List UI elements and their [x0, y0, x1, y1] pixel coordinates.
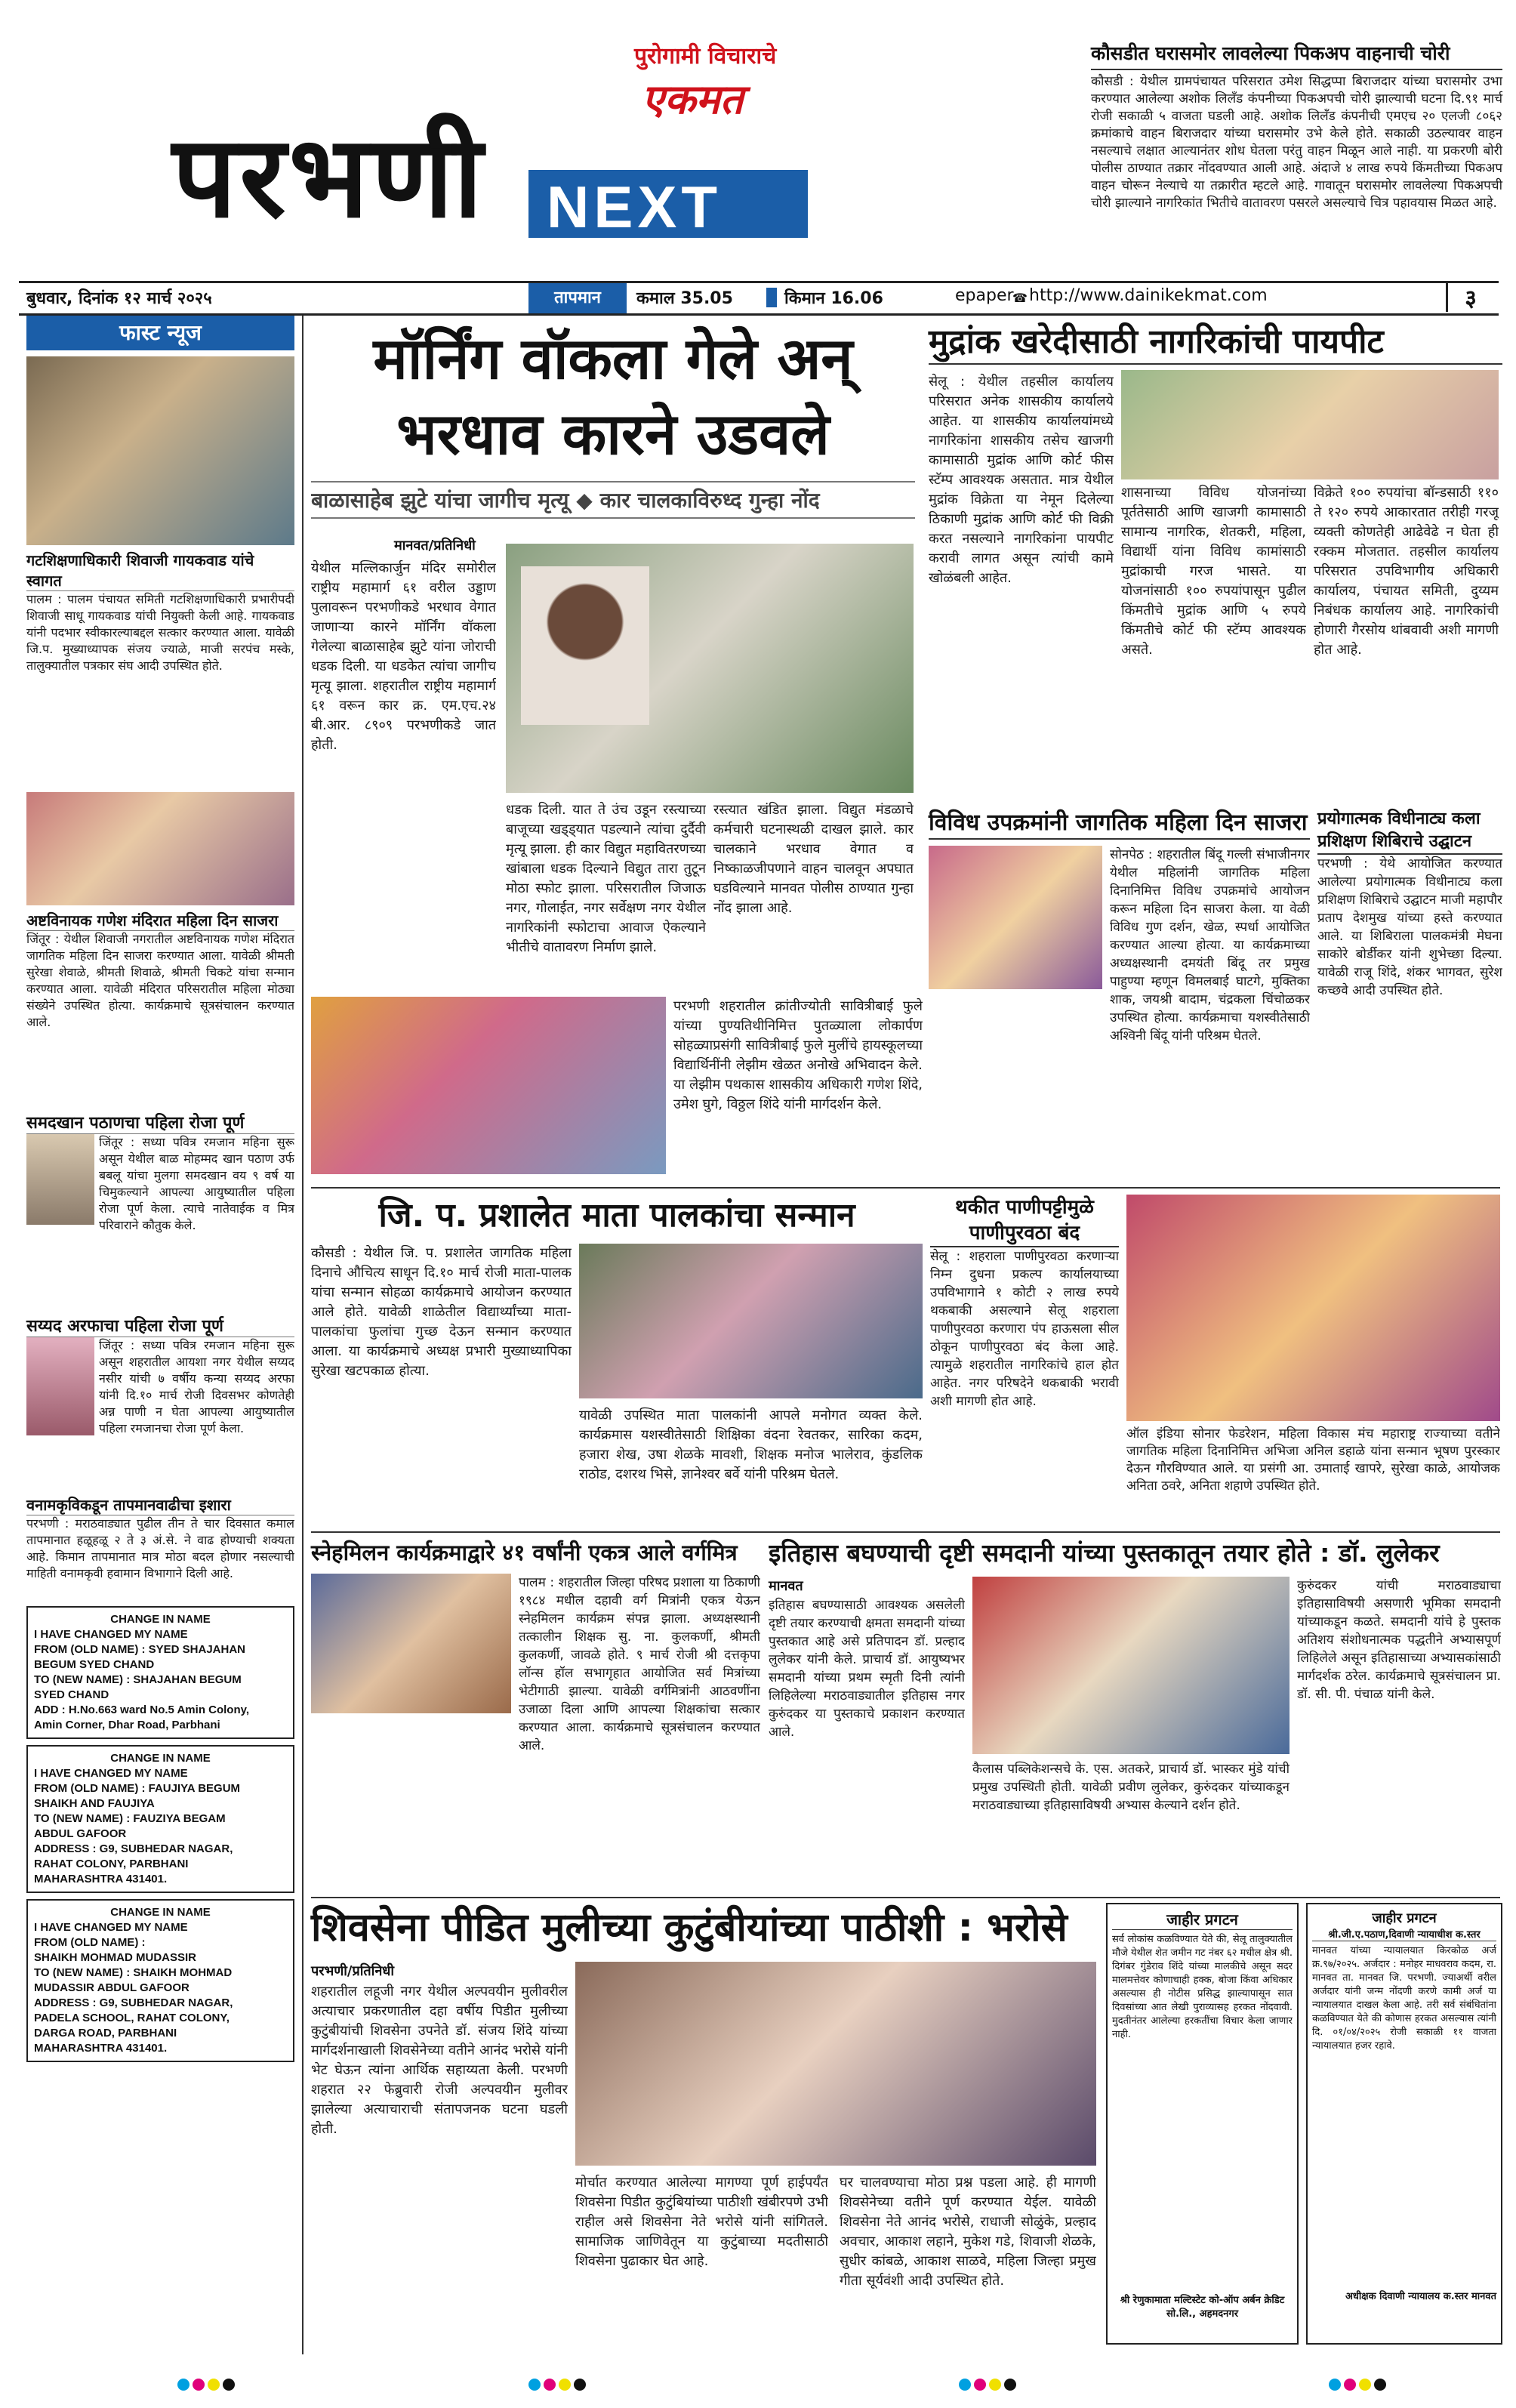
mudrank-col-2: शासनाच्या विविध योजनांच्या पूर्ततेसाठी आणि खाजगी कामासाठी सामान्य नागरिक, शेतकरी, महिला, विद्यार्थी यांना विविध कामांसाठी मुद्रांकाची गरज भासते. या योजनांसाठी १०० रुपयांपासून पुढील किंमतीचे मुद्रांक आणि ५ रुपये किंमतीचे कोर्ट फी स्टॅम्प आवश्यक असते.	[1121, 485, 1306, 658]
notice-2-body: मानवत यांच्या न्यायालयात किरकोळ अर्ज क्र.९७/२०२५. अर्जदार : मनोहर माधवराव कदम, रा. मानवत ता. मानवत जि. परभणी. ज्याअर्थी वरील अर्जदार यांनी जन्म नोंदणी करणे कामी अर्ज या न्यायालयात दाखल केला आहे. तरी सर्व संबंधितांना कळविण्यात येते की कोणास हरकत असल्यास त्यांनी दि. ०१/०४/२०२५ रोजी सकाळी ११ वाजता न्यायालयात हजर रहावे.	[1312, 1945, 1496, 2052]
shivsena-story	[311, 1903, 1096, 2348]
name-change-1-line: ADD : H.No.663 ward No.5 Amin Colony,	[34, 1703, 250, 1716]
name-change-1-line: SYED CHAND	[34, 1688, 109, 1701]
sidebar-item-4-body: जिंतूर : सध्या पवित्र रमजान महिना सुरू असून शहरातील आयशा नगर येथील सय्यद नसीर यांची ७ वर्षीय कन्या सय्यद अरफा यांनी दि.१० मार्च रोजी दिवसभर कोणतेही अन्न पाणी न घेता आपल्या आयुष्यातील पहिला रमजानचा रोजा पूर्ण केला.	[99, 1338, 294, 1435]
name-change-3-line: TO (NEW NAME) : SHAIKH MOHMAD	[34, 1966, 233, 1979]
name-change-2-line: ABDUL GAFOOR	[34, 1827, 127, 1840]
fast-news-header: फास्ट न्यूज	[26, 316, 294, 350]
name-change-1-title: CHANGE IN NAME	[110, 1613, 211, 1626]
sonar-federation-story	[1126, 1195, 1500, 1527]
masthead-name-latin: NEXT	[547, 174, 723, 240]
snehmilan-body: पालम : शहरातील जिल्हा परिषद प्रशाला या ठिकाणी १९८४ मधील दहावी वर्ग मित्रांनी एकत्र येऊन स्नेहमिलन कार्यक्रम संपन्न झाला. अध्यक्षस्थानी तत्कालीन शिक्षक सु. ना. कुलकर्णी, श्रीमती कुलकर्णी, जावळे होते. ९ मार्च रोजी श्री दत्तकृपा लॉन्स हॉल सभागृहात आयोजित सर्व मित्रांच्या भेटीगाठी झाल्या. यावेळी वर्गमित्रांनी आठवणींना उजाळा दिला आणि आपल्या शिक्षकांचा सत्कार करण्यात आला. कार्यक्रमाचे सूत्रसंचालन करण्यात आले.	[519, 1575, 760, 1753]
h-rule-3	[311, 1897, 1500, 1898]
itihas-col-1: इतिहास बघण्यासाठी आवश्यक असलेली दृष्टी तयार करण्याची क्षमता समदानी यांच्या पुस्तकात आहे असे प्रतिपादन डॉ. प्रल्हाद लुलेकर यांनी केले. प्राचार्य डॉ. आयुष्यभर समदानी यांच्या प्रथम स्मृती दिनी त्यांनी लिहिलेल्या मराठवाड्यातील इतिहास नगर कुरुंदकर या पुस्तकाचे प्रकाशन करण्यात आले.	[769, 1598, 965, 1740]
name-change-2-line: SHAIKH AND FAUJIYA	[34, 1797, 155, 1810]
mahila-din-photo	[929, 846, 1102, 989]
lead-col-3: रस्त्यात खंडित झाला. विद्युत मंडळाचे कर्मचारी घटनास्थळी दाखल झाले. कार चालकाने भरधाव वेगात व निष्काळजीपणाने वाहन चालवून अपघात घडविल्याने मानवत पोलीस ठाण्यात गुन्हा नोंद झाला आहे.	[713, 802, 914, 916]
cmyk-dot	[1344, 2379, 1356, 2391]
cmyk-dot	[974, 2379, 986, 2391]
masthead	[0, 0, 1072, 264]
temp-sep	[766, 288, 777, 307]
epaper-label: epaper	[955, 286, 1014, 305]
fast-news-sidebar	[26, 316, 294, 2354]
name-change-1-line: TO (NEW NAME) : SHAJAHAN BEGUM	[34, 1673, 242, 1686]
sidebar-item-1-body: पालम : पालम पंचायत समिती गटशिक्षणाधिकारी प्रभारीपदी शिवाजी साधू गायकवाड यांची नियुक्ती केली आहे. गायकवाड यांनी पदभार स्वीकारल्याबद्दल सत्कार करण्यात आला. यावेळी जि.प. मुख्याध्यापक संजय ज्याळे, माजी सरपंच मस्के, तालुक्यातील पत्रकार संघ आदी उपस्थित होते.	[26, 592, 294, 673]
cmyk-dot	[959, 2379, 971, 2391]
notice-1-title: जाहीर प्रगटन	[1112, 1909, 1293, 1930]
mahila-din-headline: विविध उपक्रमांनी जागतिक महिला दिन साजरा	[929, 808, 1310, 840]
name-change-2	[26, 1745, 294, 1893]
name-change-2-line: ADDRESS : G9, SUBHEDAR NAGAR,	[34, 1842, 233, 1855]
name-change-3-line: I HAVE CHANGED MY NAME	[34, 1921, 188, 1934]
sidebar-item-3-wrap	[26, 1134, 294, 1308]
masthead-brand: एकमत	[642, 75, 744, 123]
cmyk-dot	[177, 2379, 190, 2391]
notice-1-sign: श्री रेणुकामाता मल्टिस्टेट को-ऑप अर्बन क्रेडिट सो.लि., अहमदनगर	[1120, 2295, 1285, 2320]
masthead-name-latin-box	[528, 170, 808, 238]
masthead-name-devanagari: परभणी	[172, 112, 486, 243]
shivsena-col-3: घर चालवण्याचा मोठा प्रश्न पडला आहे. ही मागणी शिवसेनेच्या वतीने पूर्ण करण्यात येईल. यावेळी शिवसेना नेते आनंद भरोसे, राधाजी सोळुंके, प्रल्हाद अवचार, आकाश लहाने, मुकेश गडे, शिवाजी शेळके, सुधीर कांबळे, आकाश साळवे, महिला जिल्हा प्रमुख गीता सूर्यवंशी आदी उपस्थित होते.	[840, 2175, 1096, 2289]
lead-photo	[506, 544, 914, 793]
itihas-photo	[972, 1577, 1290, 1754]
name-change-2-line: FROM (OLD NAME) : FAUJIYA BEGUM	[34, 1782, 241, 1795]
cmyk-dot	[1374, 2379, 1386, 2391]
savitribai-body: परभणी शहरातील क्रांतीज्योती सावित्रीबाई फुले यांच्या पुण्यतिथीनिमित्त पुतळ्याला लोकार्पण सोहळ्याप्रसंगी सावित्रीबाई फुले मुलींचे हायस्कूलच्या विद्यार्थिनींनी लेझीम खेळत अनोखे अभिवादन केले. या लेझीम पथकास शासकीय अधिकारी गणेश शिंदे, उमेश घुगे, विठ्ठल शिंदे यांनी मार्गदर्शन केले.	[673, 998, 923, 1112]
name-change-2-line: RAHAT COLONY, PARBHANI	[34, 1858, 189, 1870]
name-change-2-line: I HAVE CHANGED MY NAME	[34, 1767, 188, 1780]
name-change-3-line: ADDRESS : G9, SUBHEDAR NAGAR,	[34, 1996, 233, 2009]
registration-marks-right	[959, 2379, 1019, 2394]
sidebar-item-3-photo	[26, 1134, 94, 1225]
lead-col-2: धडक दिली. यात ते उंच उडून रस्त्याच्या बाजूच्या खड्ड्यात पडल्याने त्यांचा दुर्दैवी मृत्यू झाला. ही कार विद्युत महावितरणच्या खांबाला धडक दिल्याने विद्युत तारा तुटून मोठा स्फोट झाला. परिसरातील जिजाऊ नगर, गोलाईत, नगर सर्वेक्षण नगर येथील नागरिकांनी स्फोटाचा आवाज ऐकल्याने भीतीचे वातावरण निर्माण झाले.	[506, 802, 706, 955]
public-notice-2	[1306, 1903, 1502, 2345]
name-change-1-line: FROM (OLD NAME) : SYED SHAJAHAN	[34, 1643, 245, 1656]
lead-byline: मानवत/प्रतिनिधी	[394, 538, 476, 553]
sonar-federation-photo	[1126, 1195, 1500, 1421]
cmyk-dot	[1329, 2379, 1341, 2391]
sidebar-item-2-photo	[26, 792, 294, 905]
name-change-2-title: CHANGE IN NAME	[110, 1752, 211, 1765]
sidebar-item-1-caption: गटशिक्षणाधिकारी शिवाजी गायकवाड यांचे स्वागत	[26, 550, 294, 591]
victim-portrait	[521, 566, 649, 725]
lead-col-1: येथील मल्लिकार्जुन मंदिर समोरील राष्ट्रीय महामार्ग ६१ वरील उड्डाण पुलावरून परभणीकडे भरधाव वेगात जाणाऱ्या कारने मॉर्निंग वॉकला गेलेल्या बाळासाहेब झुटे यांना जोराची धडक दिली. या धडकेत त्यांचा जागीच मृत्यू झाला. शहरातील राष्ट्रीय महामार्ग ६१ वरून कार क्र. एम.एच.२४ बी.आर. ८९०९ परभणीकडे जात होती.	[311, 560, 496, 753]
mudrank-story	[929, 321, 1502, 804]
itihas-headline: इतिहास बघण्याची दृष्टी समदानी यांच्या पुस्तकातून तयार होते : डॉ. लुलेकर	[769, 1538, 1440, 1568]
sidebar-item-3-body: जिंतूर : सध्या पवित्र रमजान महिना सुरू असून येथील बाळ मोहम्मद खान पठाण उर्फ बबलू यांचा मुलगा समदखान वय ९ वर्ष या चिमुकल्याने आपल्या आयुष्यातील पहिला रोजा पूर्ण केला. त्याचे नातेवाईक व मित्र परिवाराने कौतुक केले.	[99, 1135, 294, 1232]
paani-body: सेलू : शहराला पाणीपुरवठा करणाऱ्या निम्न दुधना प्रकल्प कार्यालयाच्या उपविभागाने १ कोटी २ लाख रुपये थकबाकी असल्याने सेलू शहराला पाणीपुरवठा करणारा पंप हाऊसला सील ठोकून पाणीपुरवठा बंद केला आहे. त्यामुळे शहरातील नागरिकांचे हाल होत आहेत. नगर परिषदेने थकबाकी भरावी अशी मागणी होत आहे.	[930, 1249, 1119, 1409]
jp-photo	[579, 1244, 923, 1398]
shivsena-col-2: मोर्चात करण्यात आलेल्या मागण्या पूर्ण हाईपर्यंत शिवसेना पिडीत कुटुंबियांच्या पाठीशी खंबीरपणे उभी राहील असे शिवसेना नेते भरोसे यांनी सांगितले. सामाजिक जाणिवेतून या कुटुंबाच्या मदतीसाठी शिवसेना पुढाकार घेत आहे.	[575, 2175, 828, 2269]
lead-headline-2: भरधाव कारने उडवले	[396, 400, 830, 467]
sidebar-item-4-wrap	[26, 1337, 294, 1488]
dateline-bar	[19, 281, 1499, 316]
notice-2-sub: श्री.जी.ए.पठाण,दिवाणी न्यायाधीश क.स्तर	[1312, 1927, 1496, 1941]
name-change-3-line: PADELA SCHOOL, RAHAT COLONY,	[34, 2012, 230, 2024]
jp-col-1: कौसडी : येथील जि. प. प्रशालेत जागतिक महिला दिनाचे औचित्य साधून दि.१० मार्च रोजी माता-पालक यांचा सन्मान सोहळा कार्यक्रमाचे आयोजन करण्यात आले होते. यावेळी शाळेतील विद्यार्थ्यांच्या माता-पालकांचा फुलांचा गुच्छ देऊन सन्मान करण्यात आला. या कार्यक्रमाचे अध्यक्ष प्रभारी मुख्याध्यापिका सुरेखा खटपकाळ होत्या.	[311, 1245, 572, 1379]
temp-label: तापमान	[528, 283, 627, 313]
shivsena-col-1: शहरातील लहूजी नगर येथील अल्पवयीन मुलीवरील अत्याचार प्रकरणातील दहा वर्षीय पिडीत मुलीच्या कुटुंबीयांची शिवसेना उपनेते डॉ. संजय शिंदे यांच्या मार्गदर्शनाखाली शिवसेनेच्या वतीने आनंद भरोसे यांनी भेट घेऊन त्यांना आर्थिक सहाय्यता केली. परभणी शहरात २२ फेब्रुवारी रोजी अल्पवयीन मुलीवर झालेल्या अत्याचाराची संतापजनक घटना घडली होती.	[311, 1984, 568, 2137]
sidebar-item-1-photo	[26, 356, 294, 545]
stamp-paper-photo	[1121, 370, 1499, 479]
sidebar-item-5-caption: वनामकृविकडून तापमानवाढीचा इशारा	[26, 1494, 294, 1515]
name-change-1-line: Amin Corner, Dhar Road, Parbhani	[34, 1719, 220, 1731]
jp-story	[311, 1195, 923, 1527]
cmyk-dot	[223, 2379, 235, 2391]
cmyk-dot	[193, 2379, 205, 2391]
sidebar-item-2-caption: अष्टविनायक गणेश मंदिरात महिला दिन साजरा	[26, 910, 294, 931]
top-right-story	[1091, 42, 1502, 264]
name-change-3-title: CHANGE IN NAME	[110, 1906, 211, 1919]
cmyk-dot	[574, 2379, 586, 2391]
mudrank-headline: मुद्रांक खरेदीसाठी नागरिकांची पायपीट	[929, 321, 1502, 365]
mahila-din-body: सोनपेठ : शहरातील बिंदू गल्ली संभाजीनगर येथील महिलांनी जागतिक महिला दिनानिमित्त विविध उपक्रमांचे आयोजन करून महिला दिन साजरा केला. या वेळी विविध गुण दर्शन, खेळ, स्पर्धा आयोजित करण्यात आल्या होत्या. या कार्यक्रमाच्या अध्यक्षस्थानी दमयंती बिंदू तर प्रमुख पाहुण्या म्हणून विमलबाई घाटगे, मुक्तिका शाक, जयश्री बादाम, चंद्रकला चिंचोळकर उपस्थित होत्या. कार्यक्रमाचा यशस्वीतेसाठी अश्विनी बिंदू यांनी परिश्रम घेतले.	[1110, 847, 1310, 1044]
notice-2-sign: अधीक्षक दिवाणी न्यायालय क.स्तर मानवत	[1345, 2291, 1496, 2302]
snehmilan-headline: स्नेहमिलन कार्यक्रमाद्वारे ४१ वर्षांनी एकत्र आले वर्गमित्र	[311, 1540, 738, 1565]
lead-story	[311, 321, 915, 993]
sidebar-item-4-caption: सय्यद अरफाचा पहिला रोजा पूर्ण	[26, 1314, 294, 1337]
prayogatmak-story	[1317, 808, 1502, 1197]
paani-headline-2: पाणीपुरवठा बंद	[930, 1220, 1119, 1247]
name-change-1-line: I HAVE CHANGED MY NAME	[34, 1628, 188, 1641]
cmyk-dot	[208, 2379, 220, 2391]
sidebar-item-3-caption: समदखान पठाणचा पहिला रोजा पूर्ण	[26, 1111, 294, 1134]
masthead-tagline: पुरोगामी विचाराचे	[634, 43, 777, 69]
date-text: बुधवार, दिनांक १२ मार्च २०२५	[26, 289, 212, 308]
name-change-2-line: TO (NEW NAME) : FAUZIYA BEGAM	[34, 1812, 226, 1825]
registration-marks-far-right	[1329, 2379, 1389, 2394]
cmyk-dot	[1004, 2379, 1016, 2391]
h-rule-2	[311, 1531, 1500, 1533]
cmyk-dot	[989, 2379, 1001, 2391]
snehmilan-story	[311, 1537, 760, 1892]
jp-col-2: यावेळी उपस्थित माता पालकांनी आपले मनोगत व्यक्त केले. कार्यक्रमास यशस्वीतेसाठी शिक्षिका वंदना रेवतकर, सारिका कदम, हजारा शेख, उषा शेळके मावशी, शिक्षक मनोज भालेराव, कुंडलिक राठोड, दशरथ भिसे, ज्ञानेश्वर बर्वे यांनी परिश्रम घेतले.	[579, 1407, 923, 1482]
shivsena-headline: शिवसेना पीडित मुलीच्या कुटुंबीयांच्या पाठीशी : भरोसे	[311, 1905, 1068, 1950]
snehmilan-photo	[311, 1574, 511, 1713]
sonar-federation-body: ऑल इंडिया सोनार फेडरेशन, महिला विकास मंच महाराष्ट्र राज्याच्या वतीने जागतिक महिला दिनानिमित्त अभिजा अनिल डहाळे यांना सन्मान भूषण पुरस्कार देऊन गौरविण्यात आले. या प्रसंगी आ. उमाताई खापरे, सुरेखा काळे, आयोजक अनिता ठवरे, अनिता शहाणे उपस्थित होते.	[1126, 1426, 1500, 1494]
top-story-title: कौसडीत घरासमोर लावलेल्या पिकअप वाहनाची चोरी	[1091, 42, 1502, 70]
itihas-col-3: कुरुंदकर यांची मराठवाड्याचा इतिहासाविषयी असणारी भूमिका समदानी यांच्याकडून कळते. समदानी यांचे हे पुस्तक अतिशय संशोधनात्मक पद्धतीने अभ्यासपूर्ण लिहिलेले असून इतिहासाच्या अभ्यासकांसाठी मार्गदर्शक ठरेल. कार्यक्रमाचे सूत्रसंचालन प्रा. डॉ. सी. पी. पंचाळ यांनी केले.	[1297, 1578, 1501, 1702]
sidebar-item-2-body: जिंतूर : येथील शिवाजी नगरातील अष्टविनायक गणेश मंदिरात जागतिक महिला दिन साजरा करण्यात आला. यावेळी श्रीमती सुरेखा शेवाळे, श्रीमती शिवाळे, श्रीमती चिकटे यांचा सन्मान करण्यात आला. यावेळी मंदिरात परिसरातील महिला मोठ्या संख्येने उपस्थित होत्या. कार्यक्रमाचे सूत्रसंचालन करण्यात आले.	[26, 932, 294, 1029]
h-rule-1	[311, 1187, 1500, 1189]
paani-story	[930, 1195, 1119, 1527]
prayogatmak-headline-2: प्रशिक्षण शिबिराचे उद्घाटन	[1317, 831, 1502, 855]
itihas-byline: मानवत	[769, 1578, 803, 1594]
name-change-3-line: DARGA ROAD, PARBHANI	[34, 2027, 177, 2040]
cmyk-dot	[559, 2379, 571, 2391]
name-change-1-line: BEGUM SYED CHAND	[34, 1658, 155, 1671]
phone-icon: ☎	[1012, 291, 1028, 305]
website-url[interactable]: http://www.dainikekmat.com	[1029, 286, 1268, 305]
prayogatmak-headline-1: प्रयोगात्मक विधीनाट्य कला	[1317, 809, 1481, 828]
mudrank-col-3: विक्रेते १०० रुपयांचा बॉन्डसाठी ११० ते १२० रुपये आकारतात तरीही गरजू व्यक्ती कोणतेही आढेवेढे न घेता ही रक्कम मोजतात. तहसील कार्यालय परिसरात उपविभागीय अधिकारी कार्यालय, पंचायत समिती, दुय्यम निबंधक कार्यालय आहे. नागरिकांची होणारी गैरसोय थांबवावी अशी मागणी होत आहे.	[1314, 485, 1499, 658]
name-change-1	[26, 1606, 294, 1739]
paani-headline-1: थकीत पाणीपट्टीमुळे	[955, 1196, 1094, 1219]
registration-marks-left	[177, 2379, 238, 2394]
sidebar-item-5-body: परभणी : मराठवाड्यात पुढील तीन ते चार दिवसात कमाल तापमानात हळूहळू २ ते ३ अं.से. ने वाढ होण्याची शक्यता आहे. किमान तापमानात मात्र मोठा बदल होणार नसल्याची माहिती वनामकृवी हवामान विभागाने दिली आहे.	[26, 1516, 294, 1580]
lezim-photo	[311, 997, 666, 1174]
notice-1-body: सर्व लोकांस कळविण्यात येते की, सेलू तालुक्यातील मौजे येथील शेत जमीन गट नंबर ६२ मधील क्षेत्र श्री. दिगंबर गुंडेराव शिंदे यांच्या मालकीचे असून सदर मालमत्तेवर कोणाचाही हक्क, बोजा किंवा अधिकार असल्यास ही नोटीस प्रसिद्ध झाल्यापासून सात दिवसांच्या आत लेखी पुराव्यासह हरकत नोंदवावी. मुदतीनंतर आलेल्या हरकतींचा विचार केला जाणार नाही.	[1112, 1934, 1293, 2040]
name-change-3-line: MUDASSIR ABDUL GAFOOR	[34, 1981, 190, 1994]
sidebar-item-4-photo	[26, 1337, 94, 1435]
registration-marks-center	[528, 2379, 589, 2394]
savitribai-story	[311, 997, 923, 1178]
cmyk-dot	[1359, 2379, 1371, 2391]
temp-max: कमाल 35.05	[636, 289, 733, 308]
itihas-col-2: कैलास पब्लिकेशन्सचे के. एस. अतकरे, प्राचार्य डॉ. भास्कर मुंडे यांची प्रमुख उपस्थिती होती. यावेळी प्रवीण लुलेकर, कुरुंदकर यांच्याकडून मराठवाड्याच्या इतिहासाविषयी अभ्यास केल्याने दर्शन होते.	[972, 1762, 1290, 1813]
name-change-2-line: MAHARASHTRA 431401.	[34, 1873, 168, 1885]
notice-2-title: जाहीर प्रगटन	[1372, 1910, 1437, 1926]
top-story-body: कौसडी : येथील ग्रामपंचायत परिसरात उमेश सिद्धप्पा बिराजदार यांच्या घरासमोर उभा करण्यात आलेल्या अशोक लिलँड कंपनीच्या पिकअपची चोरी झाल्याची घटना दि.९१ मार्च रोजी सकाळी ५ वाजता घडली आहे. अशोक लिलँड कंपनीची एमएच २० एलजी ८०६२ क्रमांकाचे वाहन बिराजदार यांच्या घरासमोर उभे केले होते. सकाळी उठल्यावर वाहन नसल्याचे लक्षात आल्यानंतर शोध घेतला परंतु वाहन मिळून आले नाही. या प्रकरणी बोरी पोलीस ठाण्यात तक्रार नोंदवण्यात आली आहे. अंदाजे ४ लाख रुपये किंमतीच्या पिकअप वाहन चोरून नेल्याचे या तक्रारीत म्हटले आहे. गावातून घरासमोर लावलेल्या पिकअपची चोरी झाल्याने नागरिकांत भितीचे वातावरण पसरले असल्याचे चित्र पहावयास मिळत आहे.	[1091, 74, 1502, 211]
jp-headline: जि. प. प्रशालेत माता पालकांचा सन्मान	[378, 1196, 855, 1235]
shivsena-byline: परभणी/प्रतिनिधी	[311, 1963, 395, 1979]
shivsena-photo	[575, 1962, 1096, 2166]
lead-headline-1: मॉर्निंग वॉकला गेले अन्	[373, 325, 853, 392]
sidebar-divider	[302, 316, 304, 2354]
cmyk-dot	[544, 2379, 556, 2391]
name-change-3-line: FROM (OLD NAME) :	[34, 1936, 146, 1949]
name-change-3	[26, 1899, 294, 2062]
page-number: ३	[1446, 282, 1493, 312]
mudrank-col-1: सेलू : येथील तहसील कार्यालय परिसरात अनेक शासकीय कार्यालये आहेत. या शासकीय कार्यालयांमध्ये नागरिकांना शासकीय तसेच खाजगी कामासाठी मुद्रांक आणि कोर्ट फीस स्टॅम्प आवश्यक असतात. मात्र येथील मुद्रांक विक्रेता या नेमून दिलेल्या ठिकाणी मुद्रांक आणि कोर्ट फी विक्री करत नसल्याने नागरिकांना पायपीट करावी लागत असून त्यांची कामे खोळंबली आहेत.	[929, 374, 1114, 586]
temp-min: किमान 16.06	[784, 289, 883, 308]
cmyk-dot	[528, 2379, 541, 2391]
mahila-din-story	[929, 808, 1310, 1197]
name-change-3-line: MAHARASHTRA 431401.	[34, 2042, 168, 2055]
prayogatmak-body: परभणी : येथे आयोजित करण्यात आलेल्या प्रयोगात्मक विधीनाट्य कला प्रशिक्षण शिबिराचे उद्घाटन माजी महापौर प्रताप देशमुख यांच्या हस्ते करण्यात आले. या शिबिराला पालकमंत्री मेघना साकोरे बोर्डीकर यांनी शुभेच्छा दिल्या. यावेळी राजू शिंदे, शंकर भागवत, सुरेश कच्छवे आदी उपस्थित होते.	[1317, 856, 1502, 998]
lead-subhead: बाळासाहेब झुटे यांचा जागीच मृत्यू ◆ कार चालकाविरुध्द गुन्हा नोंद	[311, 481, 915, 519]
name-change-3-line: SHAIKH MOHMAD MUDASSIR	[34, 1951, 196, 1964]
itihas-story	[769, 1537, 1501, 1892]
public-notice-1	[1106, 1903, 1299, 2345]
